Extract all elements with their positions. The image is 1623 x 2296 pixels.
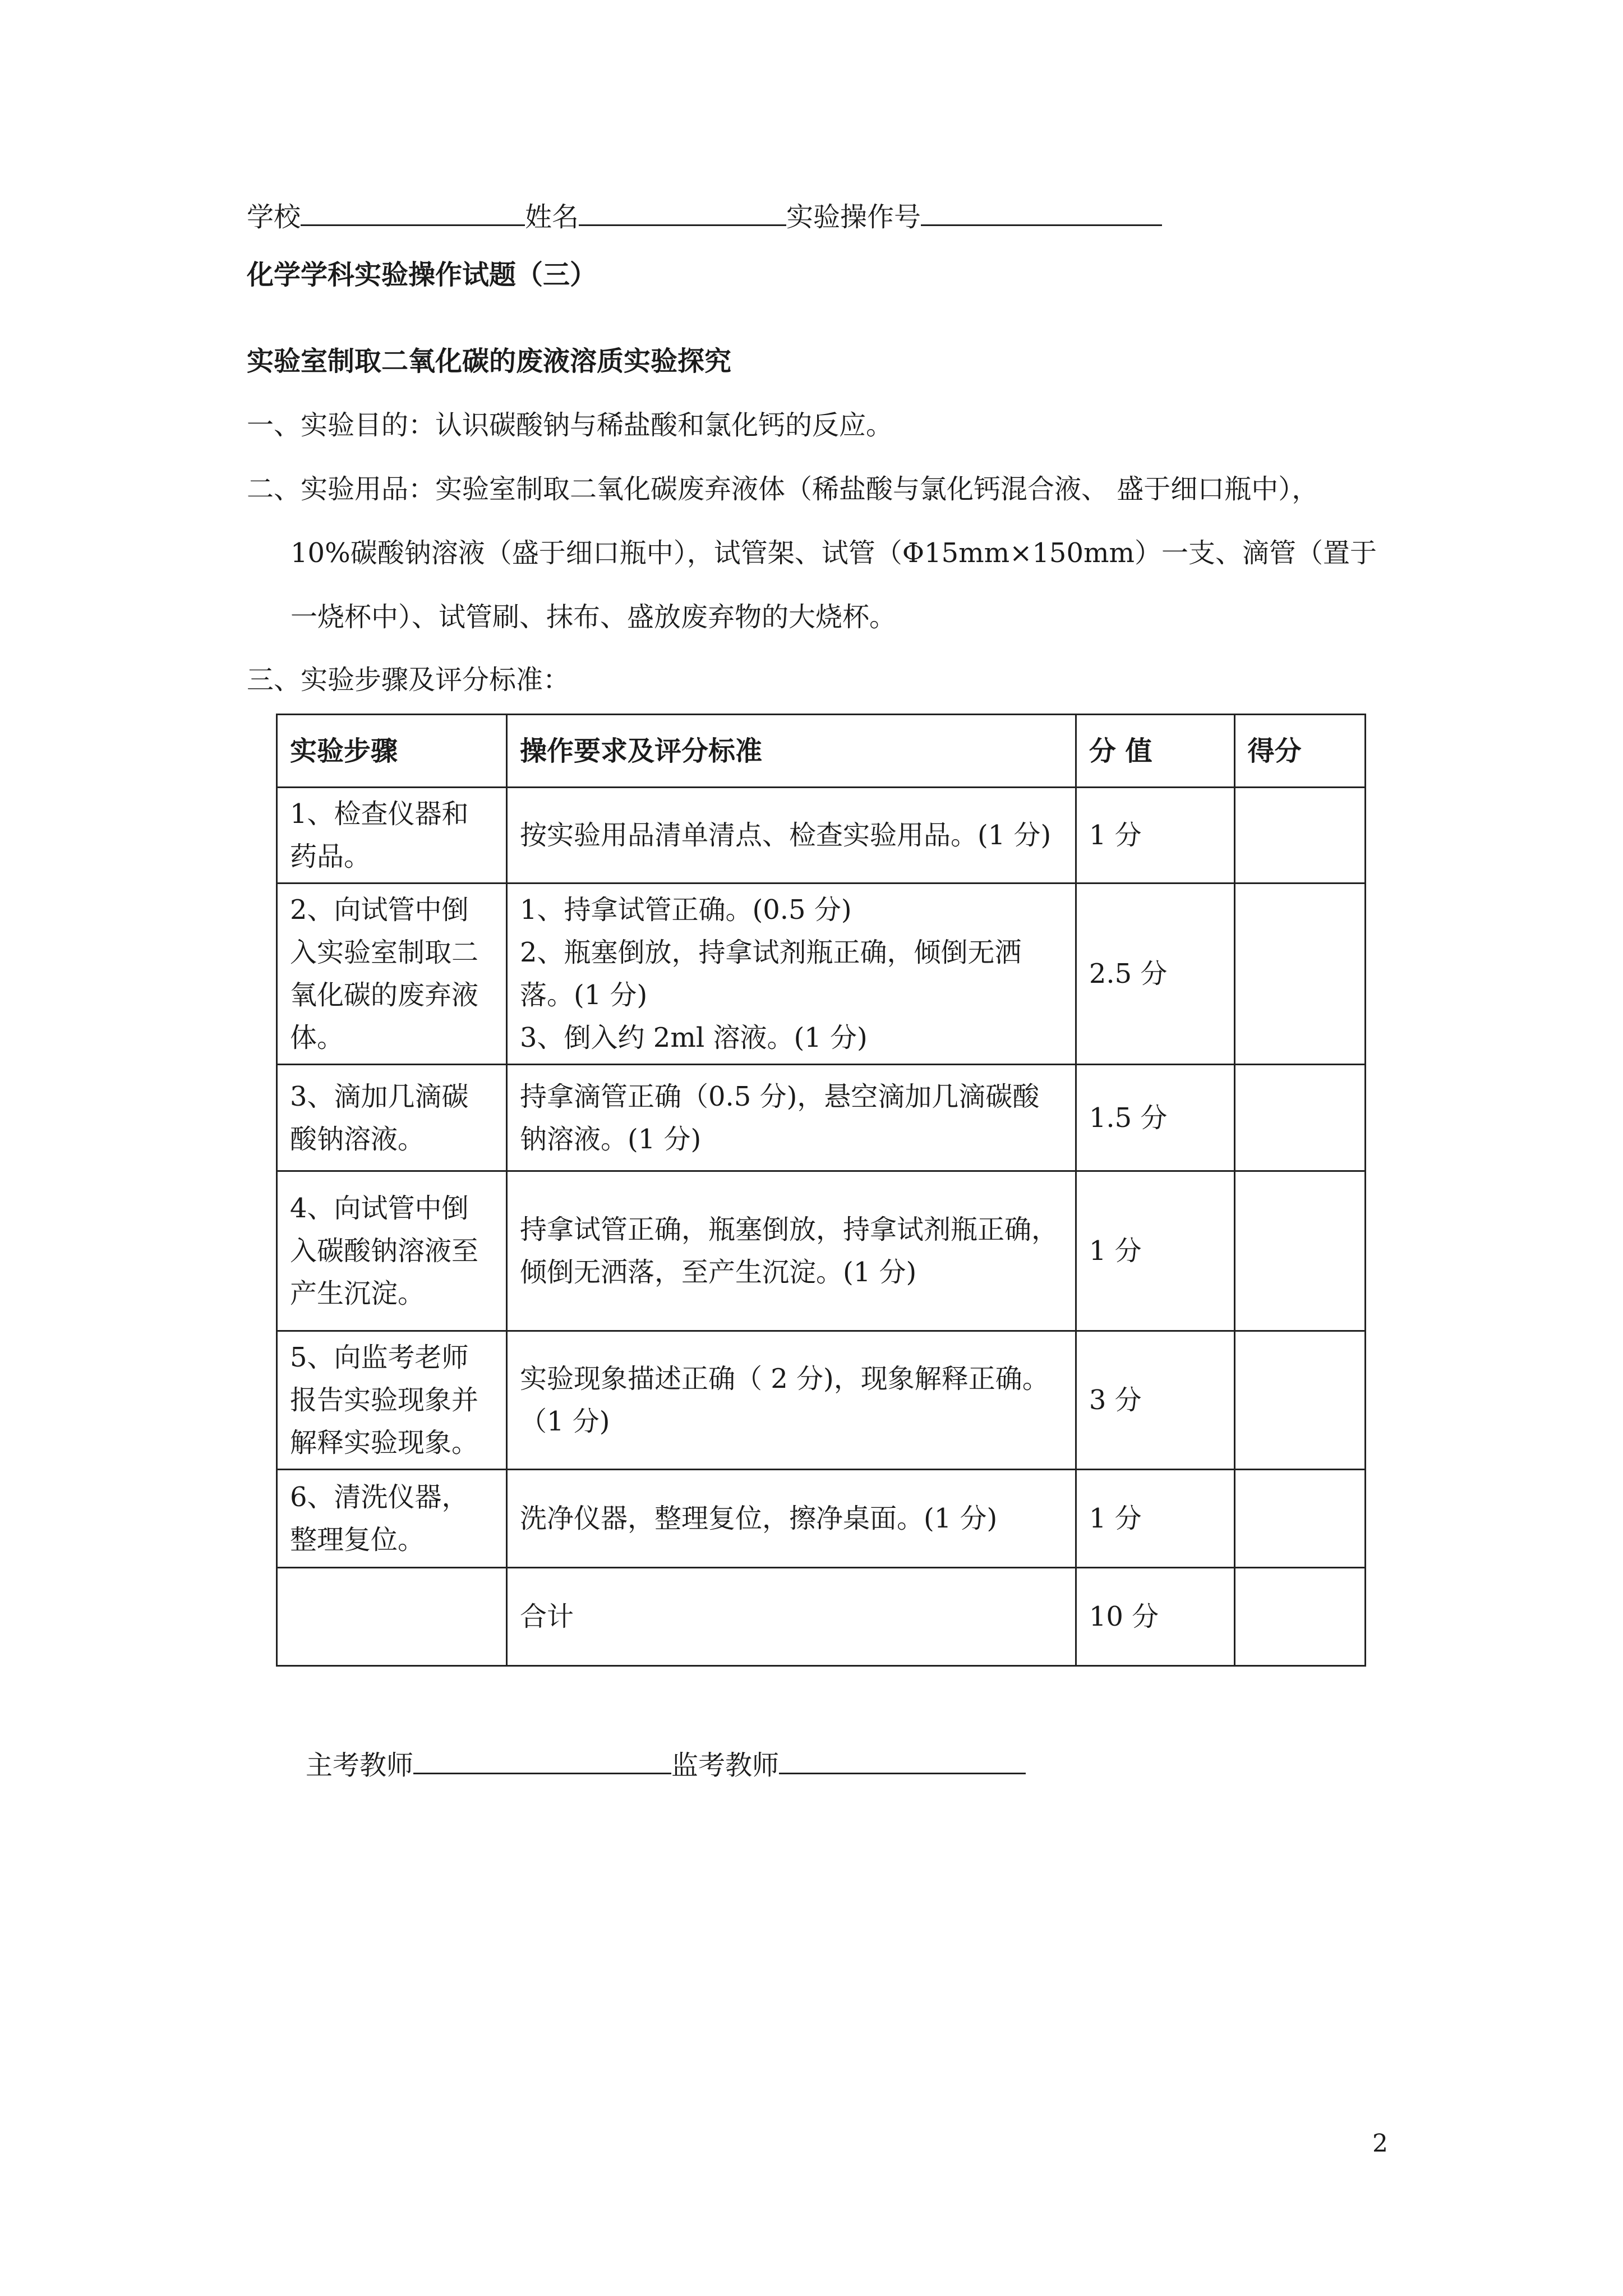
experiment-title: 实验室制取二氧化碳的废液溶质实验探究 [247, 346, 732, 377]
criteria-cell [506, 1171, 1076, 1331]
earned-cell[interactable] [1234, 1568, 1365, 1666]
table-total-row [277, 1568, 1366, 1666]
school-label: 学校 [247, 201, 301, 233]
criteria-cell [506, 1065, 1076, 1171]
step-cell: 4、向试管中倒入碳酸钠溶液至产生沉淀。 [277, 1171, 507, 1331]
criteria-line: 按实验用品清单清点、检查实验用品。(1 分) [519, 820, 1052, 851]
criteria-cell [506, 884, 1076, 1065]
chief-examiner-label: 主考教师 [306, 1750, 414, 1781]
criteria-line: 2、瓶塞倒放，持拿试剂瓶正确，倾倒无洒 [519, 937, 1022, 968]
total-score-cell: 10 分 [1076, 1568, 1234, 1666]
exam-title: 化学学科实验操作试题（三） [247, 259, 597, 291]
earned-cell[interactable] [1234, 1470, 1365, 1568]
criteria-line: 持拿滴管正确（0.5 分)，悬空滴加几滴碳酸 [519, 1080, 1040, 1112]
step-cell [277, 1568, 507, 1666]
proctor-label: 监考教师 [671, 1750, 780, 1781]
op-no-blank[interactable] [921, 197, 1162, 226]
earned-cell[interactable] [1234, 1331, 1365, 1470]
op-no-label: 实验操作号 [786, 201, 921, 233]
criteria-line: 持拿试管正确，瓶塞倒放，持拿试剂瓶正确， [519, 1214, 1058, 1245]
earned-cell[interactable] [1234, 1065, 1365, 1171]
materials-line-1: 二、实验用品：实验室制取二氧化碳废弃液体（稀盐酸与氯化钙混合液、 盛于细口瓶中）， [247, 473, 1319, 505]
header-earned: 得分 [1234, 715, 1365, 788]
earned-cell[interactable] [1234, 788, 1365, 884]
total-label: 合计 [519, 1601, 574, 1632]
header-criteria: 操作要求及评分标准 [506, 715, 1076, 788]
criteria-line: 3、倒入约 2ml 溶液。(1 分) [519, 1022, 868, 1053]
proctor-blank[interactable] [779, 1746, 1026, 1774]
earned-cell[interactable] [1234, 884, 1365, 1065]
criteria-line: 落。(1 分) [519, 979, 648, 1011]
criteria-line: 实验现象描述正确（ 2 分)，现象解释正确。 [519, 1363, 1049, 1395]
table-header-row [277, 715, 1366, 788]
header-step: 实验步骤 [277, 715, 507, 788]
score-cell: 1 分 [1076, 1171, 1234, 1331]
score-cell: 1 分 [1076, 788, 1234, 884]
score-cell: 1 分 [1076, 1470, 1234, 1568]
page-number: 2 [1372, 2129, 1388, 2158]
step-cell: 6、清洗仪器，整理复位。 [277, 1470, 507, 1568]
earned-cell[interactable] [1234, 1171, 1365, 1331]
criteria-cell [506, 1331, 1076, 1470]
criteria-line: 倾倒无洒落，至产生沉淀。(1 分) [519, 1257, 917, 1288]
materials-line-2: 10%碳酸钠溶液（盛于细口瓶中），试管架、试管（Φ15mm×150mm）一支、滴管（置于 [291, 537, 1377, 569]
table-row [277, 788, 1366, 884]
criteria-cell [506, 788, 1076, 884]
table-row [277, 1331, 1366, 1470]
criteria-cell [506, 1470, 1076, 1568]
table-row [277, 884, 1366, 1065]
steps-heading: 三、实验步骤及评分标准： [247, 664, 570, 696]
criteria-line: 洗净仪器，整理复位，擦净桌面。(1 分) [519, 1503, 998, 1534]
score-cell: 1.5 分 [1076, 1065, 1234, 1171]
purpose-line: 一、实验目的：认识碳酸钠与稀盐酸和氯化钙的反应。 [247, 409, 893, 441]
step-cell: 3、滴加几滴碳酸钠溶液。 [277, 1065, 507, 1171]
table-row [277, 1470, 1366, 1568]
header-fields [247, 197, 1162, 235]
materials-line-3: 一烧杯中）、试管刷、抹布、盛放废弃物的大烧杯。 [291, 601, 897, 633]
step-cell: 1、检查仪器和药品。 [277, 788, 507, 884]
scoring-table [276, 714, 1366, 1667]
criteria-line: 1、持拿试管正确。(0.5 分) [519, 894, 852, 926]
table-row [277, 1065, 1366, 1171]
criteria-line: （1 分) [519, 1406, 610, 1437]
name-label: 姓名 [525, 201, 579, 233]
total-label-cell [506, 1568, 1076, 1666]
criteria-line: 钠溶液。(1 分) [519, 1123, 702, 1155]
signature-line [306, 1746, 1026, 1783]
step-cell: 2、向试管中倒入实验室制取二氧化碳的废弃液体。 [277, 884, 507, 1065]
score-cell: 3 分 [1076, 1331, 1234, 1470]
score-cell: 2.5 分 [1076, 884, 1234, 1065]
chief-examiner-blank[interactable] [413, 1746, 671, 1774]
name-blank[interactable] [579, 197, 786, 226]
header-score: 分 值 [1076, 715, 1234, 788]
step-cell: 5、向监考老师报告实验现象并解释实验现象。 [277, 1331, 507, 1470]
table-row [277, 1171, 1366, 1331]
school-blank[interactable] [301, 197, 525, 226]
